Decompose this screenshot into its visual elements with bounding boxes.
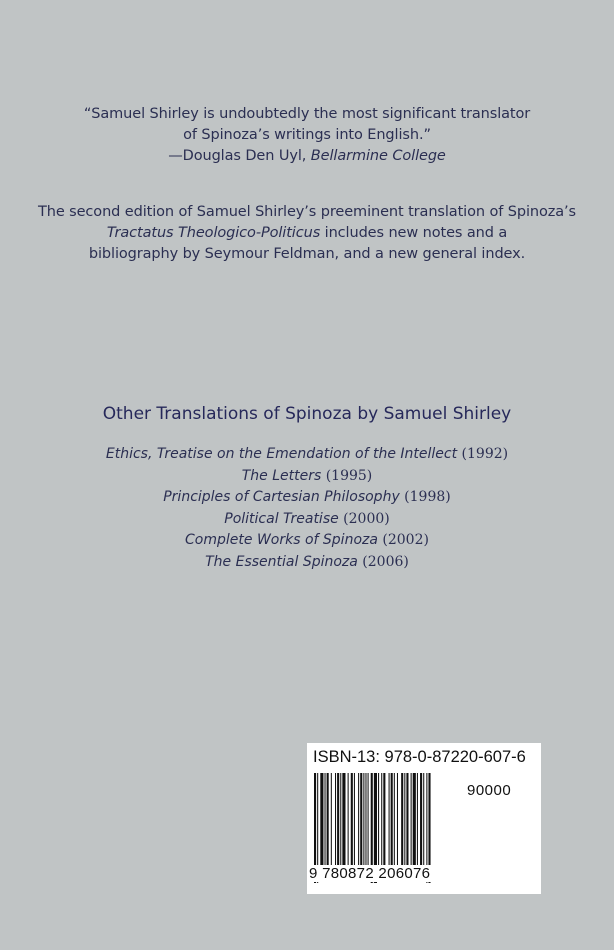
quote-line-2: of Spinoza’s writings into English.” <box>183 127 431 143</box>
translation-year: (2006) <box>357 553 409 570</box>
translation-item <box>0 552 614 574</box>
barcode-bar <box>381 773 382 865</box>
barcode-bar <box>348 773 349 865</box>
book-description <box>0 202 614 265</box>
book-title: Tractatus Theologico-Politicus <box>106 225 321 241</box>
barcode-bar <box>335 773 336 865</box>
translation-title: Political Treatise <box>224 510 339 527</box>
barcode-bar <box>351 773 353 865</box>
translation-year: (1995) <box>321 467 373 484</box>
other-translations-heading: Other Translations of Spinoza by Samuel Shirley <box>102 404 512 424</box>
quote-line-1: “Samuel Shirley is undoubtedly the most significant translator <box>83 106 531 122</box>
barcode-bar <box>406 773 408 865</box>
barcode-bar <box>413 773 416 865</box>
isbn-label: ISBN-13: 978-0-87220-607-6 <box>313 748 526 766</box>
attribution-affiliation: Bellarmine College <box>310 148 446 164</box>
barcode-bar <box>417 773 418 865</box>
barcode-bar <box>394 773 395 865</box>
translation-year: (1992) <box>457 446 509 462</box>
barcode-bar <box>325 773 326 865</box>
barcode-bar <box>331 773 332 865</box>
translation-item <box>0 444 614 466</box>
quote-attribution <box>0 146 614 167</box>
barcode-bar <box>378 773 379 865</box>
barcode-number: 9 780872 206076 <box>309 865 459 882</box>
barcode-bar <box>423 773 424 865</box>
barcode-bar <box>397 773 398 865</box>
translation-item <box>0 530 614 552</box>
barcode-bar <box>389 773 390 865</box>
barcode-bar <box>404 773 405 865</box>
description-line-3: bibliography by Seymour Feldman, and a new general index. <box>88 246 526 262</box>
barcode-bar <box>363 773 364 865</box>
translation-title: Principles of Cartesian Philosophy <box>163 489 400 505</box>
attribution-name: —Douglas Den Uyl, <box>168 148 311 164</box>
barcode-bar <box>360 773 362 865</box>
translation-year: (1998) <box>399 489 451 505</box>
translation-year: (2002) <box>377 532 429 548</box>
barcode-bar <box>354 773 355 865</box>
description-line-2-rest: includes new notes and a <box>320 225 508 241</box>
endorsement-quote <box>0 104 614 167</box>
description-line-2 <box>0 223 614 244</box>
barcode-bar <box>420 773 422 865</box>
barcode-bar <box>340 773 341 865</box>
barcode-bar <box>383 773 385 865</box>
barcode-bar <box>411 773 412 865</box>
barcode-bar <box>327 773 329 865</box>
translation-title: The Essential Spinoza <box>205 553 358 570</box>
translation-item <box>0 466 614 488</box>
barcode-bar <box>368 773 369 865</box>
other-translations-list <box>0 444 614 573</box>
barcode-bar <box>358 773 359 865</box>
barcode-bar <box>401 773 403 865</box>
isbn-barcode <box>307 743 541 894</box>
barcode-bar <box>342 773 345 865</box>
barcode-bar <box>365 773 366 865</box>
translation-year: (2000) <box>338 510 390 527</box>
translation-item <box>0 509 614 531</box>
translation-title: The Letters <box>241 467 322 484</box>
barcode-bar <box>391 773 393 865</box>
barcode-bar <box>337 773 339 865</box>
translation-title: Complete Works of Spinoza <box>185 532 378 548</box>
barcode-bar <box>320 773 323 865</box>
translation-title: Ethics, Treatise on the Emendation of the Intellect <box>105 446 458 462</box>
price-code: 90000 <box>467 782 512 799</box>
translation-item <box>0 487 614 509</box>
description-line-1: The second edition of Samuel Shirley’s preeminent translation of Spinoza’s <box>37 204 577 220</box>
